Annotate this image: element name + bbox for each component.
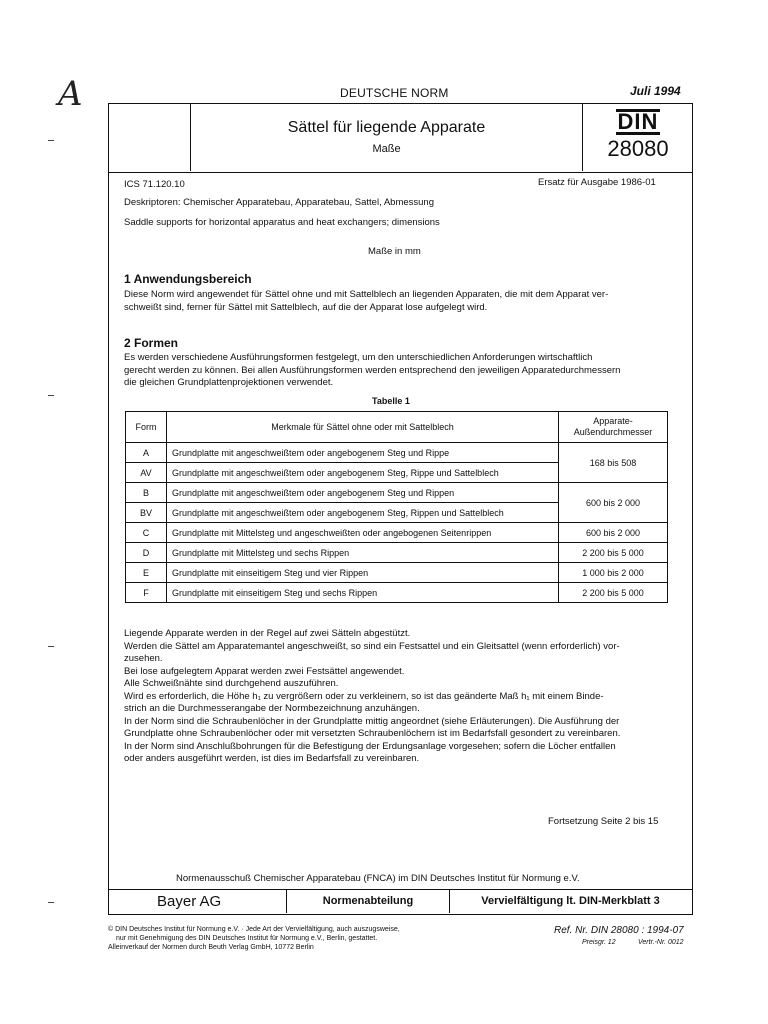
merkmal-cell: Grundplatte mit einseitigem Steg und sechs Rippen bbox=[167, 583, 559, 603]
table-row bbox=[126, 443, 668, 463]
distribution-number: Vertr.-Nr. 0012 bbox=[638, 939, 684, 946]
section-1-heading: 1 Anwendungsbereich bbox=[124, 272, 252, 286]
ics-code: ICS 71.120.10 bbox=[124, 179, 185, 190]
header-date: Juli 1994 bbox=[630, 84, 681, 98]
company-name: Bayer AG bbox=[109, 890, 287, 913]
table-row bbox=[126, 583, 668, 603]
col-durchmesser-header: Apparate- Außendurchmesser bbox=[559, 412, 668, 443]
durchmesser-cell: 600 bis 2 000 bbox=[559, 523, 668, 543]
table-header-row bbox=[126, 412, 668, 443]
merkmal-cell: Grundplatte mit angeschweißtem oder angebogenem Steg und Rippen bbox=[167, 483, 559, 503]
title-box bbox=[108, 103, 693, 173]
din-logo: DIN bbox=[617, 109, 659, 134]
document-title: Sättel für liegende Apparate bbox=[287, 119, 486, 136]
section-2-text: Es werden verschiedene Ausführungsformen festgelegt, um den unterschiedlichen Anforderungen wirtschaftlich gerecht werden zu können. Bei allen Ausführungsformen werden entsprechend den jeweiligen Apparatedurchmessern die gleichen Grundplattenprojektionen verwendet. bbox=[124, 352, 621, 388]
department-name: Normenabteilung bbox=[287, 890, 450, 913]
durchmesser-cell: 168 bis 508 bbox=[559, 443, 668, 483]
col-merkmale-header: Merkmale für Sättel ohne oder mit Sattelblech bbox=[167, 412, 559, 443]
col-form-header: Form bbox=[126, 412, 167, 443]
descriptors: Deskriptoren: Chemischer Apparatebau, Apparatebau, Sattel, Abmessung bbox=[124, 197, 434, 208]
durchmesser-cell: 1 000 bis 2 000 bbox=[559, 563, 668, 583]
committee-line: Normenausschuß Chemischer Apparatebau (FNCA) im DIN Deutsches Institut für Normung e.V. bbox=[176, 873, 580, 884]
merkmal-cell: Grundplatte mit Mittelsteg und angeschweißten oder angebogenen Seitenrippen bbox=[167, 523, 559, 543]
title-box-left-cell bbox=[108, 103, 191, 171]
form-cell: D bbox=[126, 543, 167, 563]
continuation-note: Fortsetzung Seite 2 bis 15 bbox=[548, 816, 659, 827]
form-cell: F bbox=[126, 583, 167, 603]
form-cell: AV bbox=[126, 463, 167, 483]
reference-number: Ref. Nr. DIN 28080 : 1994-07 bbox=[554, 925, 684, 936]
merkmal-cell: Grundplatte mit angeschweißtem oder angebogenem Steg, Rippe und Sattelblech bbox=[167, 463, 559, 483]
forms-table bbox=[125, 411, 668, 603]
durchmesser-cell: 2 200 bis 5 000 bbox=[559, 543, 668, 563]
header-norm: DEUTSCHE NORM bbox=[340, 86, 449, 100]
table-caption: Tabelle 1 bbox=[372, 396, 410, 406]
merkmal-cell: Grundplatte mit Mittelsteg und sechs Rippen bbox=[167, 543, 559, 563]
table-row bbox=[126, 523, 668, 543]
form-cell: BV bbox=[126, 503, 167, 523]
company-stamp-box bbox=[108, 890, 693, 915]
form-cell: E bbox=[126, 563, 167, 583]
form-cell: C bbox=[126, 523, 167, 543]
din-number: 28080 bbox=[607, 136, 669, 161]
margin-tick bbox=[48, 646, 54, 647]
din-logo-cell bbox=[582, 103, 693, 171]
margin-tick bbox=[48, 395, 54, 396]
merkmal-cell: Grundplatte mit angeschweißtem oder angebogenem Steg und Rippe bbox=[167, 443, 559, 463]
english-title: Saddle supports for horizontal apparatus and heat exchangers; dimensions bbox=[124, 217, 440, 228]
document-subtitle: Maße bbox=[372, 143, 401, 155]
handwritten-margin-mark: A bbox=[58, 74, 83, 114]
reproduction-note: Vervielfältigung lt. DIN-Merkblatt 3 bbox=[481, 895, 660, 907]
merkmal-cell: Grundplatte mit einseitigem Steg und vier Rippen bbox=[167, 563, 559, 583]
durchmesser-cell: 2 200 bis 5 000 bbox=[559, 583, 668, 603]
margin-tick bbox=[48, 902, 54, 903]
copyright-notice: © DIN Deutsches Institut für Normung e.V. · Jede Art der Vervielfältigung, auch auszugsweise, nur mit Genehmigung des DIN Deutsches Institut für Normung e.V., Berlin, gestattet. Alleinverkauf der Normen durch Beuth Verlag GmbH, 10772 Berlin bbox=[108, 926, 400, 951]
replaces-edition: Ersatz für Ausgabe 1986-01 bbox=[538, 177, 656, 188]
price-group: Preisgr. 12 bbox=[582, 939, 616, 946]
section-1-text: Diese Norm wird angewendet für Sättel ohne und mit Sattelblech an liegenden Apparaten, die mit dem Apparat ver- schweißt sind, ferner für Sättel mit Sattelblech, auf die der Apparat lose aufgelegt wird. bbox=[124, 289, 609, 313]
form-cell: B bbox=[126, 483, 167, 503]
table-row bbox=[126, 563, 668, 583]
section-2-heading: 2 Formen bbox=[124, 336, 179, 350]
units-note: Maße in mm bbox=[368, 246, 421, 257]
table-row bbox=[126, 483, 668, 503]
body-text: Liegende Apparate werden in der Regel auf zwei Sätteln abgestützt. Werden die Sättel am Apparatemantel angeschweißt, so sind ein Festsattel und ein Gleitsattel (wenn erforderlich) vor- zusehen. Bei lose aufgelegtem Apparat werden zwei Festsättel angewendet. Alle Schweißnähte sind durchgehend auszuführen. Wird es erforderlich, die Höhe h₁ zu vergrößern oder zu verkleinern, so ist das geänderte Maß h₁ mit einem Binde- strich an die Durchmesserangabe der Normbezeichnung anzuhängen. In der Norm sind die Schraubenlöcher in der Grundplatte mittig angeordnet (siehe Erläuterungen). Die Ausführung der Grundplatte ohne Schraubenlöcher oder mit versetzten Schraubenlöchern ist im Bedarfsfall gesondert zu vereinbaren. In der Norm sind Anschlußbohrungen für die Befestigung der Erdungsanlage vorgesehen; sofern die Löcher entfallen oder anders ausgeführt werden, ist dies im Bedarfsfall zu vereinbaren. bbox=[124, 628, 621, 764]
merkmal-cell: Grundplatte mit angeschweißtem oder angebogenem Steg, Rippen und Sattelblech bbox=[167, 503, 559, 523]
margin-tick bbox=[48, 140, 54, 141]
durchmesser-cell: 600 bis 2 000 bbox=[559, 483, 668, 523]
table-row bbox=[126, 543, 668, 563]
form-cell: A bbox=[126, 443, 167, 463]
